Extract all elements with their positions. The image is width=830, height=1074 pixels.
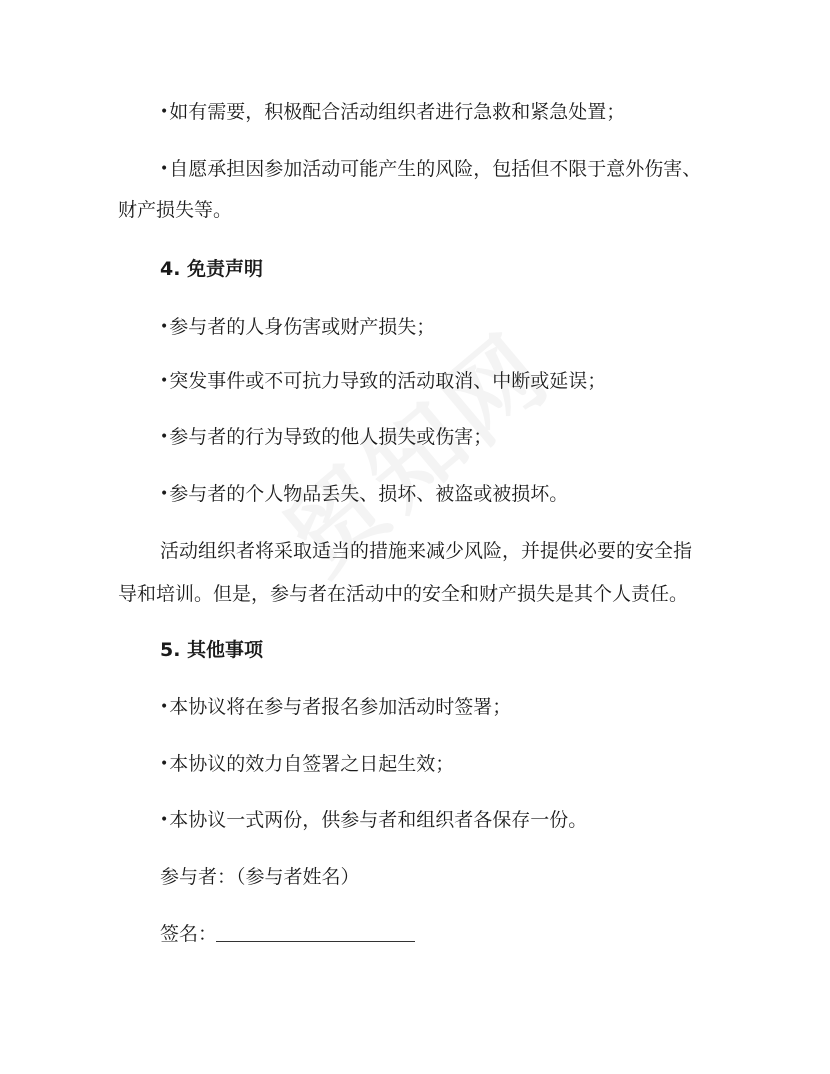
bullet-item [160, 100, 625, 124]
bullet-text: 本协议一式两份，供参与者和组织者各保存一份。 [169, 809, 588, 831]
bullet-icon: • [160, 756, 169, 772]
bullet-item [160, 425, 492, 449]
signature-label: 签名： [160, 923, 218, 945]
bullet-item [160, 695, 511, 719]
bullet-item [160, 482, 568, 506]
bullet-text: 突发事件或不可抗力导致的活动取消、中断或延误； [169, 370, 607, 392]
bullet-item [160, 315, 435, 339]
bullet-icon: • [160, 429, 169, 445]
bullet-text: 参与者的行为导致的他人损失或伤害； [169, 426, 493, 448]
bullet-icon: • [160, 699, 169, 715]
bullet-icon: • [160, 319, 169, 335]
bullet-text: 如有需要，积极配合活动组织者进行急救和紧急处置； [169, 101, 626, 123]
bullet-item [160, 752, 454, 776]
bullet-icon: • [160, 373, 169, 389]
paragraph-line: 导和培训。但是，参与者在活动中的安全和财产损失是其个人责任。 [118, 583, 689, 605]
bullet-text-continuation: 财产损失等。 [118, 199, 233, 221]
bullet-text: 参与者的人身伤害或财产损失； [169, 316, 436, 338]
section-heading-4: 4. 免责声明 [160, 258, 264, 280]
bullet-text: 本协议的效力自签署之日起生效； [169, 753, 455, 775]
bullet-icon: • [160, 104, 169, 120]
section-heading-5: 5. 其他事项 [160, 639, 264, 661]
bullet-text: 自愿承担因参加活动可能产生的风险，包括但不限于意外伤害、 [169, 158, 702, 180]
bullet-text: 参与者的个人物品丢失、损坏、被盗或被损坏。 [169, 483, 569, 505]
bullet-icon: • [160, 486, 169, 502]
paragraph-line: 活动组织者将采取适当的措施来减少风险，并提供必要的安全指 [160, 540, 693, 562]
bullet-icon: • [160, 812, 169, 828]
participant-name-line: 参与者：（参与者姓名） [160, 866, 360, 888]
bullet-icon: • [160, 161, 169, 177]
signature-field-underline [216, 941, 415, 942]
bullet-item [160, 157, 701, 181]
bullet-item [160, 369, 606, 393]
bullet-item [160, 808, 587, 832]
bullet-text: 本协议将在参与者报名参加活动时签署； [169, 696, 512, 718]
